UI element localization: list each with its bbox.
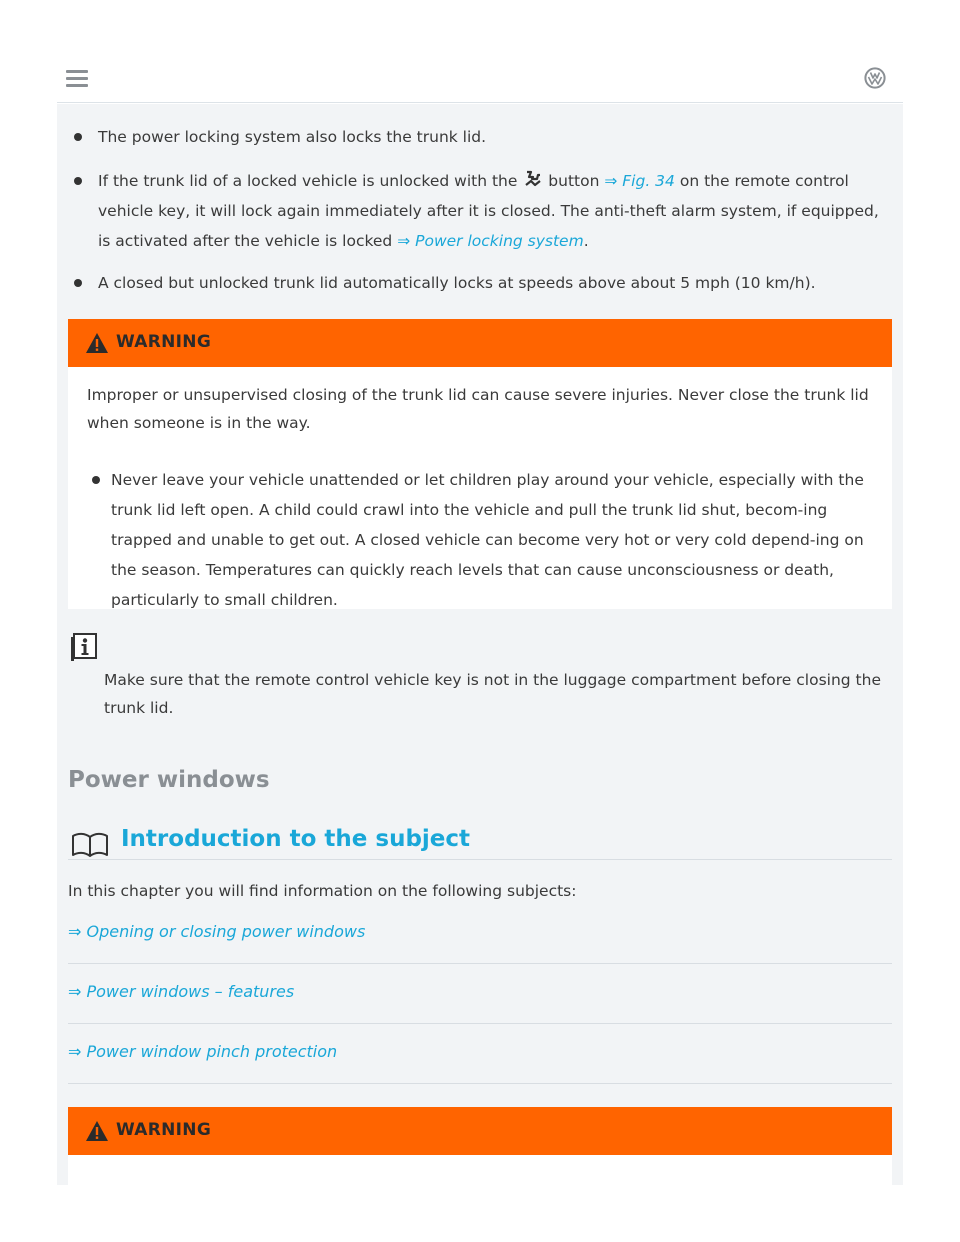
bullet-dot [92,476,100,484]
warning-label: WARNING [116,332,212,352]
power-locking-link[interactable]: ⇒ Power locking system [397,232,584,250]
subject-link-item[interactable] [68,964,892,1024]
subsection-title: Introduction to the subject [121,826,471,852]
bullet-item [98,122,888,152]
hamburger-menu-icon[interactable] [66,70,88,88]
vw-logo-icon[interactable] [864,67,886,89]
warning-header [68,319,892,367]
warning-text: Improper or unsupervised closing of the trunk lid can cause severe injuries. Never close the trunk lid when someone is in the way. [87,386,869,432]
warning-box [68,1107,892,1185]
bullet-item [98,268,888,298]
info-icon [70,632,100,662]
warning-header [68,1107,892,1155]
warning-box [68,319,892,609]
bullet-text: A closed but unlocked trunk lid automatically locks at speeds above about 5 mph (10 km/h). [98,274,816,292]
subject-link[interactable]: ⇒ Power windows – features [68,982,295,1001]
section-title: Power windows [68,767,270,793]
subject-link[interactable]: ⇒ Opening or closing power windows [68,922,366,941]
top-bar [57,55,903,103]
figure-link[interactable]: ⇒ Fig. 34 [604,172,675,190]
divider [68,859,892,860]
bullet-text: If the trunk lid of a locked vehicle is unlocked with the [98,172,518,190]
trunk-unlock-icon [524,170,542,188]
bullet-text: . [583,232,589,250]
subject-link-item[interactable] [68,904,892,964]
bullet-text: button [548,172,600,190]
bullet-text: on the remote control vehicle key, it will lock again immediately after it is closed. The anti-theft alarm system, if equipped, is activated after the vehicle is locked [98,172,879,250]
warning-label: WARNING [116,1120,212,1140]
manual-content [57,104,903,1185]
bullet-item [98,166,888,256]
warning-triangle-icon [85,1120,109,1142]
warning-triangle-icon [85,332,109,354]
warning-bullet-text: Never leave your vehicle unattended or let children play around your vehicle, especially with the trunk lid left open. A child could crawl into the vehicle and pull the trunk lid shut, becom-ing trapped and unable to get out. A closed vehicle can become very hot or very cold depend-ing on the season. Temperatures can quickly reach levels that can cause unconsciousness or death, particularly to small children. [111,471,864,609]
bullet-text: The power locking system also locks the trunk lid. [98,128,487,146]
intro-text: In this chapter you will find information on the following subjects: [68,882,577,900]
subject-link[interactable]: ⇒ Power window pinch protection [68,1042,338,1061]
note-text: Make sure that the remote control vehicle key is not in the luggage compartment before closing the trunk lid. [104,671,881,717]
book-icon [70,832,110,858]
subject-link-item[interactable] [68,1024,892,1084]
warning-bullet [111,465,871,615]
